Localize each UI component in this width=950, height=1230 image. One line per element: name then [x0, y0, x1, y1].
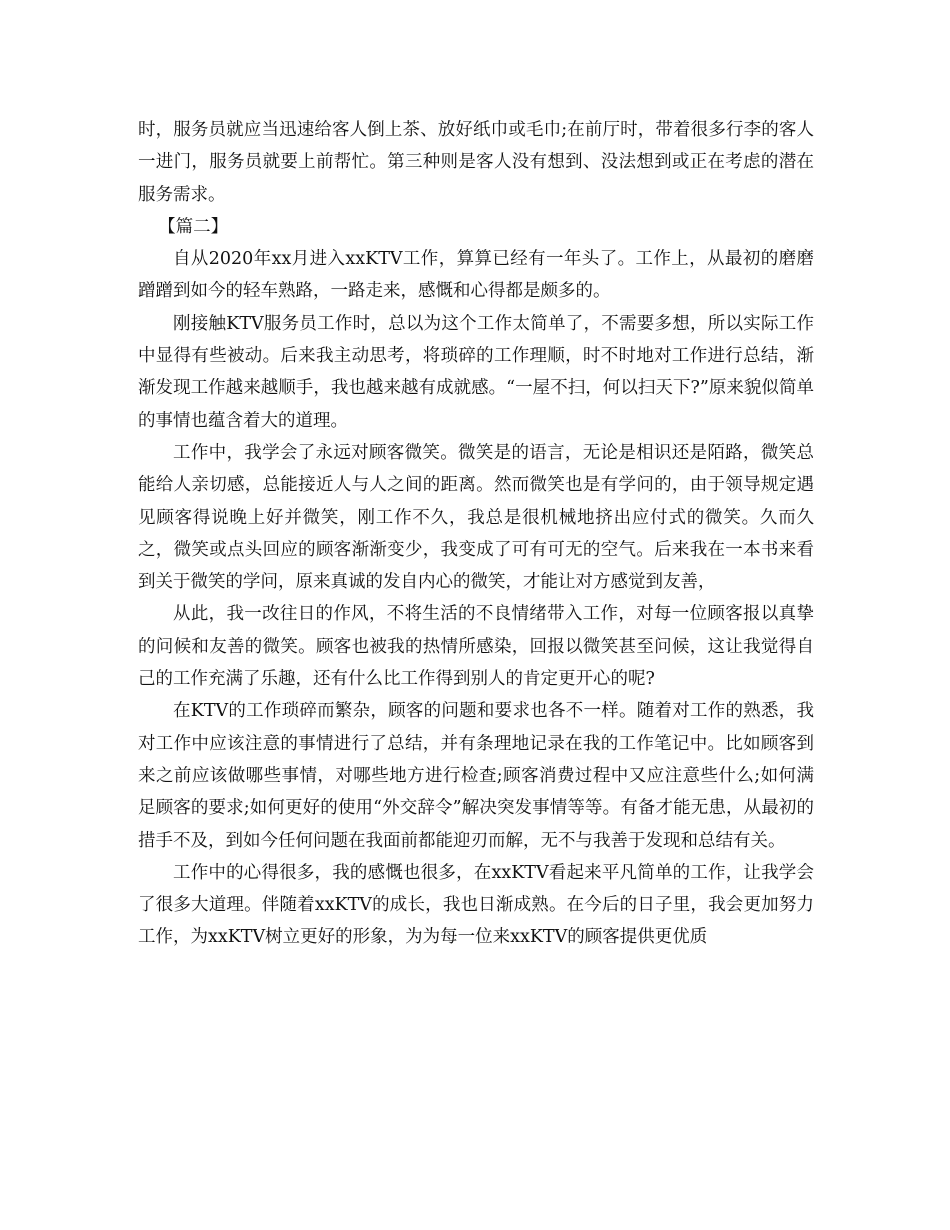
paragraph: 刚接触KTV服务员工作时，总以为这个工作太简单了，不需要多想，所以实际工作中显得有些被动。后来我主动思考，将琐碎的工作理顺，时不时地对工作进行总结，渐渐发现工作越来越顺手，我也越来越有成就感。“一屋不扫，何以扫天下?”原来貌似简单的事情也蕴含着大的道理。: [138, 313, 814, 431]
paragraph: 自从2020年xx月进入xxKTV工作，算算已经有一年头了。工作上，从最初的磨磨蹭蹭到如今的轻车熟路，一路走来，感慨和心得都是颇多的。: [138, 249, 814, 302]
section-heading: 【篇二】: [158, 216, 229, 237]
paragraph: 工作中，我学会了永远对顾客微笑。微笑是的语言，无论是相识还是陌路，微笑总能给人亲切感，总能接近人与人之间的距离。然而微笑也是有学问的，由于领导规定遇见顾客得说晚上好并微笑，刚工作不久，我总是很机械地挤出应付式的微笑。久而久之，微笑或点头回应的顾客渐渐变少，我变成了可有可无的空气。后来我在一本书来看到关于微笑的学问，原来真诚的发自内心的微笑，才能让对方感觉到友善，: [138, 442, 814, 593]
document-body: [138, 114, 814, 954]
paragraph: 在KTV的工作琐碎而繁杂，顾客的问题和要求也各不一样。随着对工作的熟悉，我对工作中应该注意的事情进行了总结，并有条理地记录在我的工作笔记中。比如顾客到来之前应该做哪些事情，对哪些地方进行检查;顾客消费过程中又应注意些什么;如何满足顾客的要求;如何更好的使用“外交辞令”解决突发事情等等。有备才能无患，从最初的措手不及，到如今任何问题在我面前都能迎刃而解，无不与我善于发现和总结有关。: [138, 701, 814, 851]
paragraph: 工作中的心得很多，我的感慨也很多，在xxKTV看起来平凡简单的工作，让我学会了很多大道理。伴随着xxKTV的成长，我也日渐成熟。在今后的日子里，我会更加努力工作，为xxKTV树立更好的形象，为为每一位来xxKTV的顾客提供更优质: [138, 862, 814, 948]
paragraph-continued: 时，服务员就应当迅速给客人倒上茶、放好纸巾或毛巾;在前厅时，带着很多行李的客人一进门，服务员就要上前帮忙。第三种则是客人没有想到、没法想到或正在考虑的潜在服务需求。: [138, 120, 814, 205]
paragraph: 从此，我一改往日的作风，不将生活的不良情绪带入工作，对每一位顾客报以真挚的问候和友善的微笑。顾客也被我的热情所感染，回报以微笑甚至问候，这让我觉得自己的工作充满了乐趣，还有什么比工作得到别人的肯定更开心的呢?: [138, 604, 814, 690]
